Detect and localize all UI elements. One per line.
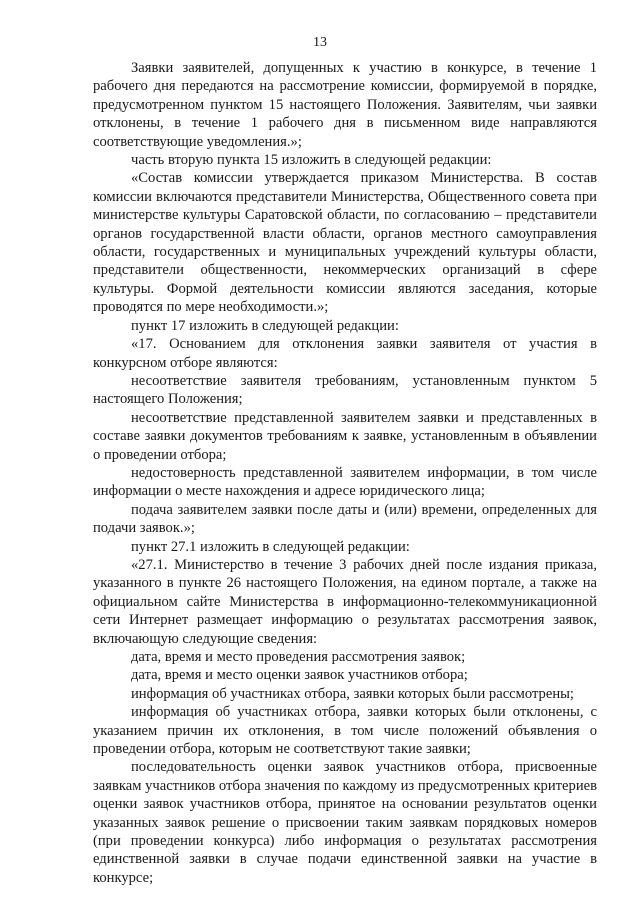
paragraph-3: «Состав комиссии утверждается приказом Министерства. В состав комиссии включаются представители Министерства, Общественного совета при министерстве культуры Саратовской области, по согласованию – представители органов государственной власти области, органов местного самоуправления области, государственных и муниципальных учреждений культуры области, представители общественности, некоммерческих организаций в сфере культуры. Формой деятельности комиссии являются заседания, которые проводятся по мере необходимости.»;	[93, 170, 597, 316]
paragraph-4: пункт 17 изложить в следующей редакции:	[131, 317, 399, 334]
paragraph-15: информация об участниках отбора, заявки которых были отклонены, с указанием причин их отклонения, в том числе положений объявления о проведении отбора, которым не соответствуют такие заявки;	[93, 704, 597, 758]
paragraph-14: информация об участниках отбора, заявки которых были рассмотрены;	[131, 685, 574, 702]
paragraph-7: несоответствие представленной заявителем заявки и представленных в составе заявки документов требованиям к заявке, установленным в объявлении о проведении отбора;	[93, 409, 597, 463]
page-number: 13	[313, 35, 327, 50]
paragraph-16: последовательность оценки заявок участников отбора, присвоенные заявкам участников отбора значения по каждому из предусмотренных критериев оценки заявок участников отбора, принятое на основании результатов оценки указанных заявок решение о присвоении таким заявкам порядковых номеров (при проведении конкурса) либо информация о результатах рассмотрения единственной заявки в случае подачи единственной заявки на участие в конкурсе;	[93, 759, 597, 886]
paragraph-5: «17. Основанием для отклонения заявки заявителя от участия в конкурсном отборе являются:	[93, 336, 597, 371]
paragraph-11: «27.1. Министерство в течение 3 рабочих дней после издания приказа, указанного в пункте 26 настоящего Положения, на едином портале, а также на официальном сайте Министерства в информационно-телекоммуникационной сети Интернет размещает информацию о результатах рассмотрения заявок, включающую следующие сведения:	[93, 556, 597, 647]
paragraph-9: подача заявителем заявки после даты и (или) времени, определенных для подачи заявок.»;	[93, 501, 597, 537]
paragraph-1: Заявки заявителей, допущенных к участию в конкурсе, в течение 1 рабочего дня передаются на рассмотрение комиссии, формируемой в порядке, предусмотренном пунктом 15 настоящего Положения. Заявителям, чьи заявки отклонены, в течение 1 рабочего дня в письменном виде направляются соответствующие уведомления.»;	[93, 60, 597, 150]
paragraph-6: несоответствие заявителя требованиям, установленным пунктом 5 настоящего Положения;	[93, 372, 597, 408]
paragraph-10: пункт 27.1 изложить в следующей редакции:	[131, 538, 410, 555]
paragraph-13: дата, время и место оценки заявок участников отбора;	[131, 667, 468, 684]
document-body	[93, 59, 597, 887]
paragraph-12: дата, время и место проведения рассмотрения заявок;	[131, 649, 466, 665]
paragraph-2: часть вторую пункта 15 изложить в следующей редакции:	[131, 152, 492, 169]
paragraph-8: недостоверность представленной заявителем информации, в том числе информации о месте нахождения и адресе юридического лица;	[93, 464, 597, 500]
